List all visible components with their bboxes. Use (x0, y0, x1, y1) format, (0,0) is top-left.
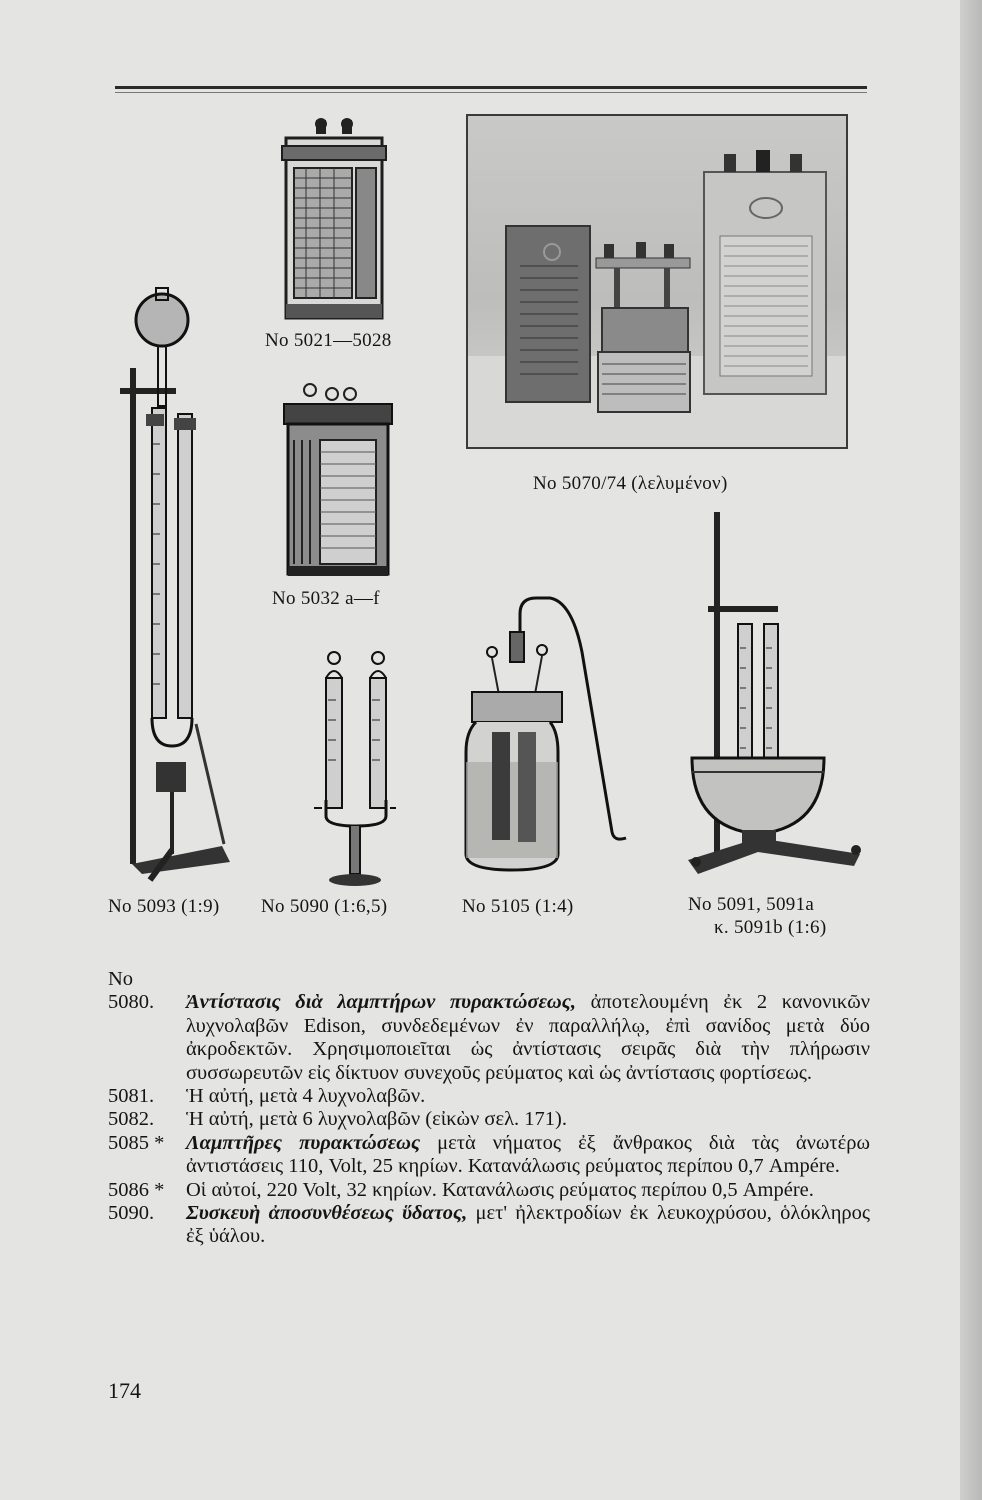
entry-description: Ἡ αὐτή, μετὰ 4 λυχνολαβῶν. (186, 1085, 426, 1108)
entry-title: Συσκευὴ ἀποσυνθέσεως ὕδατος, (186, 1202, 468, 1225)
caption-5021: No 5021—5028 (265, 330, 392, 351)
entry-5085 (108, 1132, 870, 1179)
apparatus-5093-illustration (112, 284, 236, 890)
page-edge (960, 0, 982, 1500)
entry-number: 5090. (108, 1202, 155, 1225)
apparatus-5090-illustration (304, 640, 396, 890)
header-rule (115, 86, 867, 89)
entry-5080 (108, 991, 870, 1085)
entry-number: 5086 * (108, 1178, 165, 1201)
entry-body (186, 991, 870, 1085)
entry-title: Ἀντίστασις διὰ λαμπτήρων πυρακτώσεως, (186, 991, 577, 1014)
number-column-header: No (108, 968, 134, 990)
entry-number: 5080. (108, 991, 155, 1014)
accumulator-5021-illustration (276, 118, 392, 320)
entry-description: μετ' ἠλεκτροδίων ἐκ λευκοχρύσου, ὁλόκληρος ἐξ ὑάλου. (186, 1202, 871, 1248)
caption-5091-line2: κ. 5091b (1:6) (714, 917, 827, 938)
caption-5070: No 5070/74 (λελυμένον) (533, 473, 728, 494)
apparatus-5091-illustration (684, 508, 866, 888)
photo-5070-accumulator-disassembled (466, 114, 848, 449)
entry-description: ἀποτελουμένη ἐκ 2 κανονικῶν λυχνολαβῶν Edison, συνδεδεμένων ἐν παραλλήλῳ, ἐπὶ σανίδος μετὰ δύο ἀκροδεκτῶν. Χρησιμοποιεῖται ὡς ἀντίστασις σειρᾶς διὰ τὴν πλήρωσιν συσσωρευτῶν εἰς δίκτυον συνεχοῦς ρεύματος καὶ ὡς ἀντίστασις φορτίσεως. (186, 991, 871, 1084)
entry-5090 (108, 1202, 870, 1249)
caption-5032: No 5032 a—f (272, 588, 380, 609)
entry-description: μετὰ νήματος ἐξ ἄνθρακος διὰ τὰς ἀνωτέρω ἀντιστάσεις 110, Volt, 25 κηρίων. Κατανάλωσις ρεύματος περίπου 0,7 Ampére. (186, 1131, 870, 1178)
catalogue-entries (108, 968, 870, 1249)
entry-number: 5082. (108, 1108, 155, 1131)
entry-description: Ἡ αὐτή, μετὰ 6 λυχνολαβῶν (εἰκὼν σελ. 171). (186, 1108, 567, 1131)
page-number: 174 (108, 1378, 141, 1403)
caption-5091-line1: No 5091, 5091a (688, 894, 815, 915)
entry-5082 (108, 1108, 870, 1131)
caption-5090: No 5090 (1:6,5) (261, 896, 388, 917)
entry-body (186, 1132, 870, 1179)
entry-title: Λαμπτῆρες πυρακτώσεως (186, 1131, 421, 1154)
entry-number: 5081. (108, 1085, 155, 1108)
entry-number: 5085 * (108, 1131, 165, 1154)
caption-5105: No 5105 (1:4) (462, 896, 574, 917)
entry-description: Οἱ αὐτοί, 220 Volt, 32 κηρίων. Κατανάλωσις ρεύματος περίπου 0,5 Ampére. (186, 1178, 814, 1201)
entry-body (186, 1202, 870, 1249)
entry-5081 (108, 1085, 870, 1108)
entry-5086 (108, 1179, 870, 1202)
header-rule-thin (115, 92, 867, 93)
accumulator-5032-illustration (280, 380, 396, 580)
caption-5093: No 5093 (1:9) (108, 896, 220, 917)
apparatus-5105-illustration (462, 592, 642, 882)
